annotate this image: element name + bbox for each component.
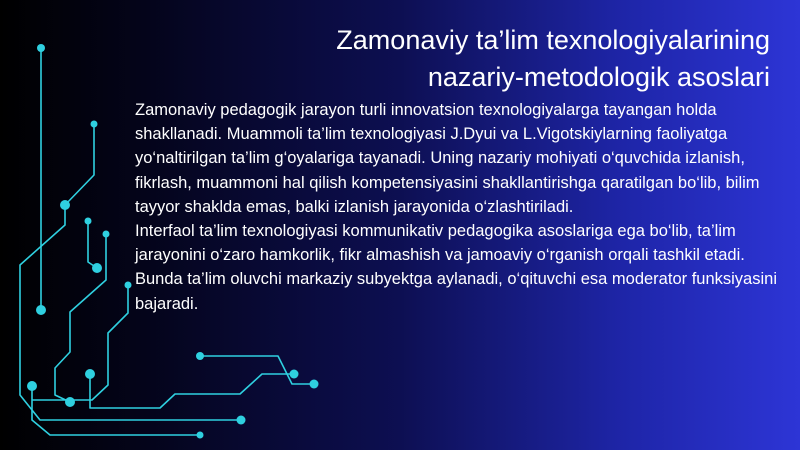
- circuit-node: [37, 44, 45, 52]
- circuit-node: [91, 121, 98, 128]
- circuit-node: [36, 305, 46, 315]
- circuit-node: [92, 263, 102, 273]
- title-line: Zamonaviy ta’lim texnologiyalarining: [336, 25, 770, 55]
- circuit-node: [60, 200, 70, 210]
- circuit-node: [290, 370, 299, 379]
- circuit-node: [85, 369, 95, 379]
- circuit-line: [88, 222, 97, 268]
- circuit-node: [197, 432, 204, 439]
- circuit-node: [65, 397, 75, 407]
- circuit-line: [90, 374, 292, 408]
- circuit-node: [103, 231, 110, 238]
- circuit-node: [310, 380, 319, 389]
- title-line: nazariy-metodologik asoslari: [427, 62, 770, 92]
- paragraph-interactive-learning: Interfaol ta’lim texnologiyasi kommunikativ pedagogika asoslariga ega bo‘lib, ta’lim jarayonini o‘zaro hamkorlik, fikr almashish va jamoaviy o‘rganish orqali tashkil etadi. Bunda ta’lim oluvchi markaziy subyektga aylanadi, o‘qituvchi esa moderator funksiyasini bajaradi.: [135, 222, 777, 313]
- circuit-line: [55, 235, 106, 402]
- slide-title: [250, 22, 770, 96]
- circuit-node: [125, 282, 132, 289]
- slide-body: [135, 98, 785, 316]
- circuit-node: [27, 381, 37, 391]
- circuit-node: [237, 416, 246, 425]
- paragraph-problem-based-learning: Zamonaviy pedagogik jarayon turli innovatsion texnologiyalarga tayangan holda shakllanadi. Muammoli ta’lim texnologiyasi J.Dyui va L.Vigotskiylarning faoliyatga yo‘naltirilgan ta’lim g‘oyalariga tayanadi. Uning nazariy mohiyati o‘quvchida izlanish, fikrlash, muammoni hal qilish kompetensiyasini shakllantirishga qaratilgan bo‘lib, bilim tayyor shaklda emas, balki izlanish jarayonida o‘zlashtiriladi.: [135, 101, 760, 216]
- circuit-node: [196, 352, 204, 360]
- circuit-node: [85, 218, 92, 225]
